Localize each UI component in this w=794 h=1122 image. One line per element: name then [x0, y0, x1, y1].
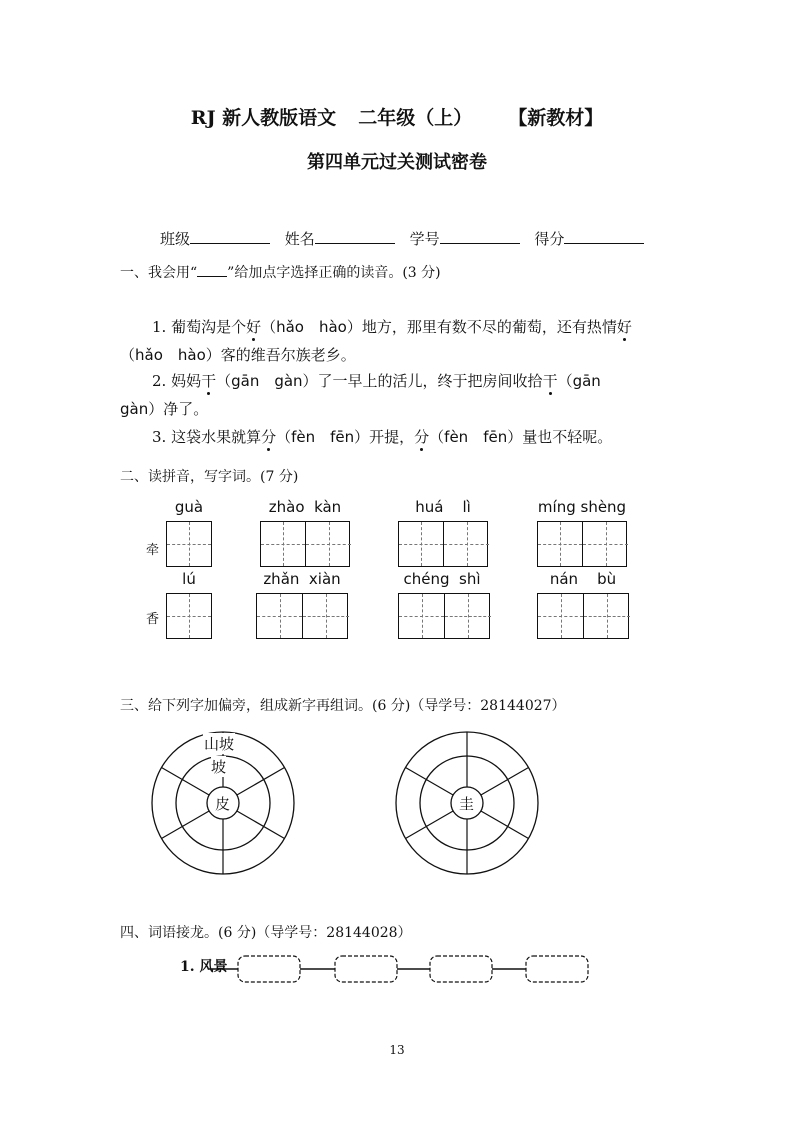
q1-s2-b[interactable]: （gān gàn）了一早上的活儿，终于把房间收拾	[216, 372, 543, 390]
q2-heading: 二、读拼音，写字词。(7 分)	[120, 469, 299, 485]
q1-sentence-1-cont	[120, 344, 356, 365]
q2-row1-pinyin-4: míng shèng	[537, 498, 627, 516]
q1-s1-dot2: 好	[616, 318, 632, 336]
q1-s2-d[interactable]: gàn）净了。	[120, 400, 209, 418]
q2-row2-pinyin-1: lú	[182, 570, 196, 588]
q2-row2-pinyin-2: zhǎn xiàn	[263, 570, 341, 588]
q4-heading: 四、词语接龙。(6 分)（导学号：28144028）	[120, 925, 412, 941]
q1-sentence-2	[152, 370, 601, 391]
q1-s3-dot2: 分	[414, 428, 430, 446]
class-label: 班级	[160, 230, 191, 248]
q2-row2-pinyin-3: chéng shì	[403, 570, 481, 588]
page-subtitle: 第四单元过关测试密卷	[307, 152, 487, 173]
q1-sentence-1	[152, 316, 632, 337]
q1-s1-dot1: 好	[246, 318, 262, 336]
wheel1-outer-word: 山坡	[204, 735, 235, 753]
page-title	[0, 103, 794, 130]
q1-s1-a: 1. 葡萄沟是个	[152, 318, 247, 336]
q2-row2-grid-4[interactable]	[537, 593, 629, 639]
q1-heading	[120, 262, 441, 282]
q1-underline-sample	[197, 264, 227, 277]
q2-row1-grid-2[interactable]	[260, 521, 350, 567]
q1-heading-a: 一、我会用“	[120, 265, 198, 281]
name-label: 姓名	[284, 230, 315, 248]
q2-row1-prefix: 牵	[146, 543, 160, 558]
word-chain[interactable]	[208, 952, 598, 986]
q3-heading: 三、给下列字加偏旁，组成新字再组词。(6 分)（导学号：28144027）	[120, 698, 566, 714]
q2-row1-grid-1[interactable]	[166, 521, 212, 567]
q2-row2-pinyin-4: nán bù	[549, 570, 617, 588]
q1-sentence-3	[152, 426, 612, 447]
id-label: 学号	[409, 230, 440, 248]
q1-s3-c[interactable]: （fèn fēn）量也不轻呢。	[429, 428, 613, 446]
q2-row1-pinyin-3: huá lì	[415, 498, 471, 516]
q1-sentence-2-cont	[120, 398, 208, 419]
q1-s2-c[interactable]: （gān	[557, 372, 601, 390]
wheel2-center-char: 圭	[459, 795, 475, 813]
score-field[interactable]	[564, 229, 644, 244]
title-part3: 【新教材】	[508, 107, 604, 129]
q1-s1-c[interactable]: （hǎo hào）客的维吾尔族老乡。	[120, 346, 356, 364]
title-part1: RJ 新人教版语文	[190, 107, 337, 129]
q1-s3-dot1: 分	[261, 428, 277, 446]
q1-heading-b: ”给加点字选择正确的读音。(3 分)	[227, 265, 441, 281]
student-info-row	[160, 228, 654, 249]
q2-row2-grid-2[interactable]	[256, 593, 348, 639]
q1-s3-a: 3. 这袋水果就算	[152, 428, 262, 446]
q1-s3-b[interactable]: （fèn fēn）开提，	[276, 428, 415, 446]
q1-s2-a: 2. 妈妈	[152, 372, 202, 390]
q4-item1-start: 1. 风景	[180, 959, 228, 975]
q2-row2-grid-1[interactable]	[166, 593, 212, 639]
name-field[interactable]	[315, 229, 395, 244]
page-number: 13	[389, 1043, 405, 1057]
score-label: 得分	[534, 230, 565, 248]
q2-row1-grid-3[interactable]	[398, 521, 488, 567]
wheel1-center-char: 皮	[215, 795, 231, 813]
q1-s2-dot1: 干	[201, 372, 217, 390]
wheel1-middle-char: 坡	[211, 758, 227, 776]
q2-row2-grid-3[interactable]	[398, 593, 490, 639]
id-field[interactable]	[440, 229, 520, 244]
q1-s2-dot2: 干	[542, 372, 558, 390]
q1-s1-b[interactable]: （hǎo hào）地方，那里有数不尽的葡萄，还有热情	[261, 318, 617, 336]
q2-row1-pinyin-2: zhào kàn	[268, 498, 342, 516]
q2-row2-prefix: 香	[146, 612, 160, 627]
title-part2: 二年级（上）	[358, 107, 473, 129]
class-field[interactable]	[190, 229, 270, 244]
q2-row1-grid-4[interactable]	[537, 521, 627, 567]
q2-row1-pinyin-1: guà	[174, 498, 204, 516]
